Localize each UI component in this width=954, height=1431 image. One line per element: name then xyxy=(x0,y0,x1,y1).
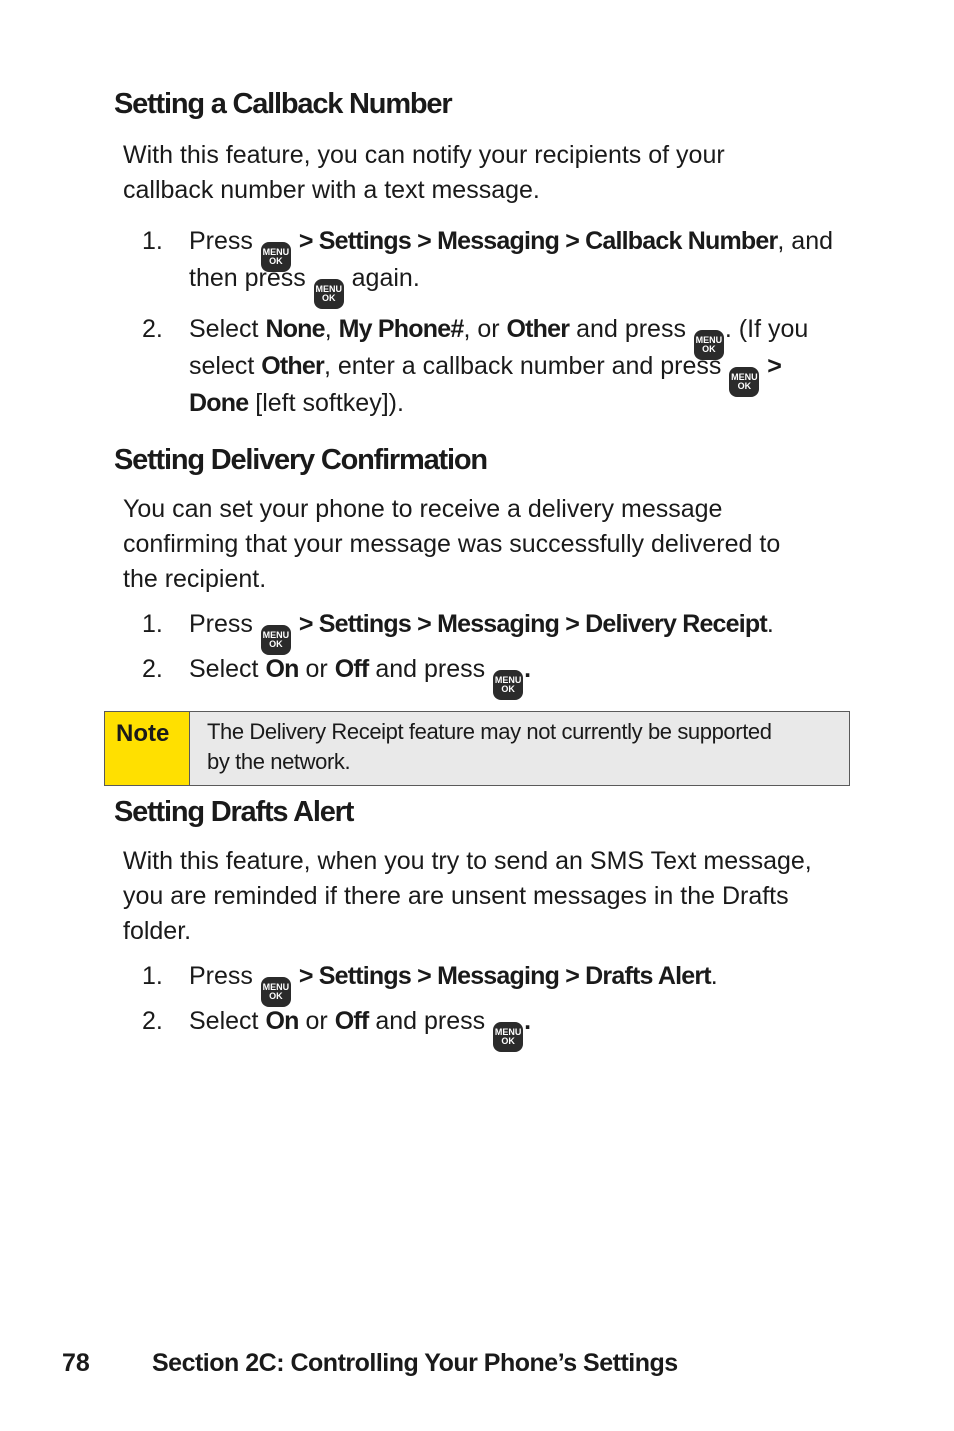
option-off: Off xyxy=(334,655,369,683)
step-text: . xyxy=(710,962,718,990)
note-box xyxy=(104,711,850,786)
heading-delivery-confirmation: Setting Delivery Confirmation xyxy=(114,444,487,476)
step-text: Select xyxy=(189,655,259,683)
delivery-intro-line: You can set your phone to receive a delivery message xyxy=(123,495,723,523)
step-text: . xyxy=(524,655,531,683)
menu-path: > Settings > Messaging > Drafts Alert xyxy=(298,962,711,990)
step-text: and press xyxy=(375,655,486,683)
menu-path: > Settings > Messaging > Callback Number xyxy=(298,227,778,255)
menu-ok-key-icon: MENU OK xyxy=(261,242,291,272)
heading-drafts-alert: Setting Drafts Alert xyxy=(114,796,354,828)
menu-ok-key-icon: MENU OK xyxy=(314,279,344,309)
page-number: 78 xyxy=(62,1349,90,1377)
option-other: Other xyxy=(261,352,324,380)
step-number: 2. xyxy=(142,655,163,683)
option-on: On xyxy=(265,655,299,683)
note-text-line: The Delivery Receipt feature may not currently be supported xyxy=(207,719,772,744)
menu-ok-key-icon: MENU OK xyxy=(261,977,291,1007)
menu-ok-key-icon: MENU OK xyxy=(493,670,523,700)
option-none: None xyxy=(265,315,325,343)
step-text: , xyxy=(324,315,332,343)
callback-intro-line: With this feature, you can notify your recipients of your xyxy=(123,141,725,169)
callback-intro-line: callback number with a text message. xyxy=(123,176,540,204)
step-text: . (If you xyxy=(724,315,809,343)
step-number: 2. xyxy=(142,315,163,343)
drafts-intro xyxy=(123,844,863,949)
step-text: Select xyxy=(189,315,259,343)
option-on: On xyxy=(265,1007,299,1035)
step-text: , and xyxy=(777,227,834,255)
step-number: 1. xyxy=(142,227,163,255)
step-text: or xyxy=(305,655,328,683)
step-text: Select xyxy=(189,1007,259,1035)
step-number: 1. xyxy=(142,962,163,990)
option-done: Done xyxy=(189,389,249,417)
delivery-intro-line: the recipient. xyxy=(123,565,267,593)
step-text: or xyxy=(305,1007,328,1035)
drafts-intro-line: folder. xyxy=(123,917,192,945)
heading-callback-number: Setting a Callback Number xyxy=(114,88,452,120)
footer-section-title: Section 2C: Controlling Your Phone’s Settings xyxy=(152,1349,678,1377)
menu-ok-key-icon: MENU OK xyxy=(694,330,724,360)
callback-intro xyxy=(123,138,863,208)
drafts-intro-line: With this feature, when you try to send an SMS Text message, xyxy=(123,847,812,875)
menu-path: > xyxy=(767,352,782,380)
menu-ok-key-icon: MENU OK xyxy=(261,625,291,655)
option-my-phone: My Phone# xyxy=(338,315,464,343)
menu-path: > Settings > Messaging > Delivery Receipt xyxy=(298,610,767,638)
delivery-intro-line: confirming that your message was successfully delivered to xyxy=(123,530,781,558)
note-label: Note xyxy=(105,712,190,785)
drafts-intro-line: you are reminded if there are unsent messages in the Drafts xyxy=(123,882,789,910)
menu-ok-key-icon: MENU OK xyxy=(493,1022,523,1052)
menu-ok-key-icon: MENU OK xyxy=(729,367,759,397)
step-text: Press xyxy=(189,610,253,638)
step-text: Press xyxy=(189,962,253,990)
option-other: Other xyxy=(506,315,570,343)
step-text: select xyxy=(189,352,255,380)
step-text: and press xyxy=(375,1007,486,1035)
step-text: . xyxy=(766,610,774,638)
step-text: Press xyxy=(189,227,253,255)
step-text: , enter a callback number and press xyxy=(323,352,722,380)
step-text: again. xyxy=(351,264,420,292)
step-text: . xyxy=(524,1007,531,1035)
step-text: and press xyxy=(576,315,686,343)
note-text xyxy=(190,712,772,785)
step-number: 2. xyxy=(142,1007,163,1035)
note-text-line: by the network. xyxy=(207,749,351,774)
step-text: , or xyxy=(463,315,500,343)
step-number: 1. xyxy=(142,610,163,638)
option-off: Off xyxy=(334,1007,369,1035)
step-text: then press xyxy=(189,264,306,292)
step-text: [left softkey]). xyxy=(255,389,404,417)
delivery-intro xyxy=(123,492,863,597)
